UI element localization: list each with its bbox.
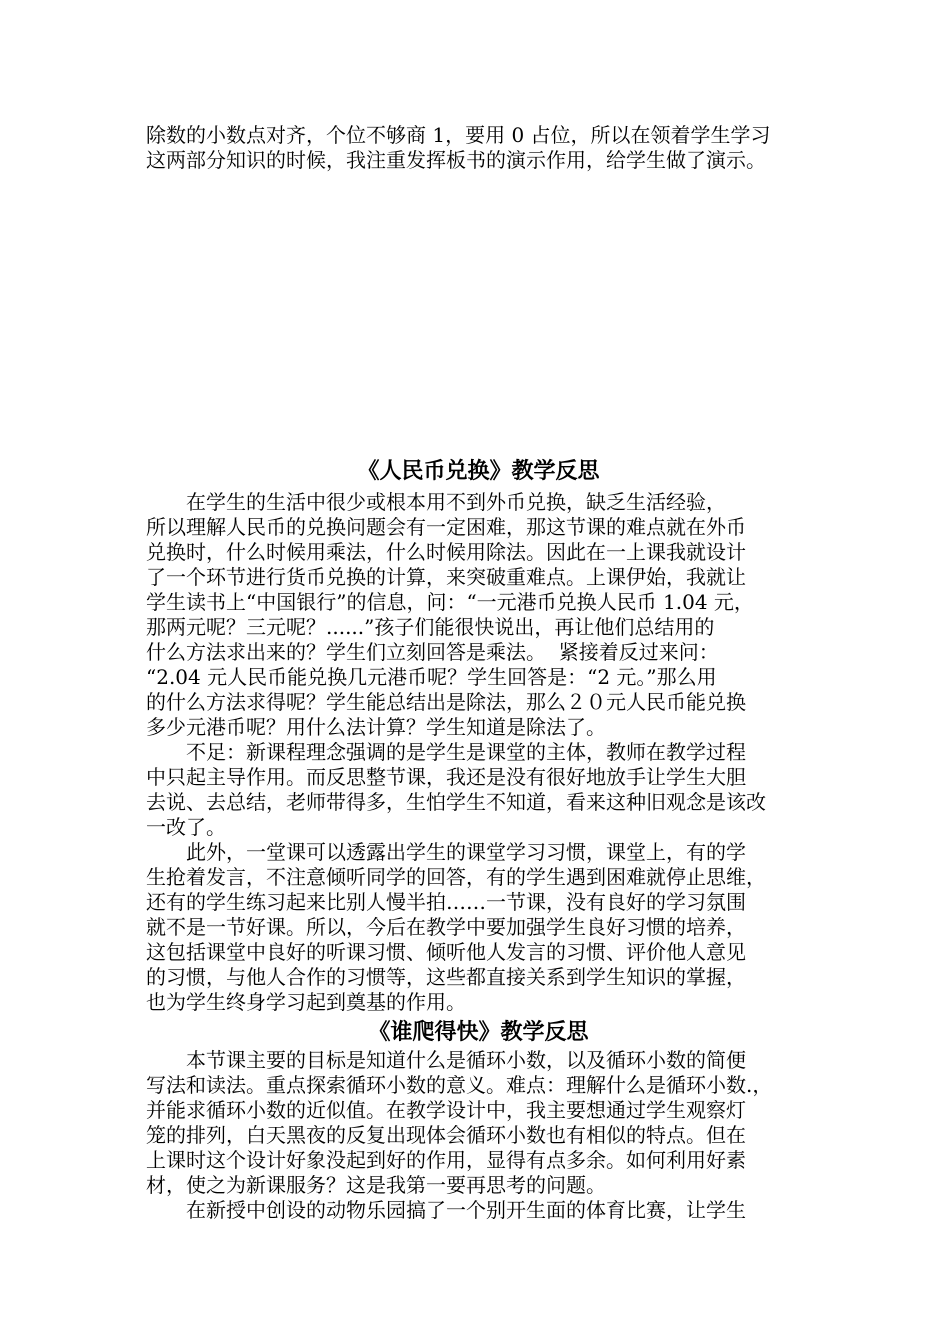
text-line: 此外，一堂课可以透露出学生的课堂学习习惯，课堂上，有的学 [146, 840, 746, 864]
text-line: 上课时这个设计好象没起到好的作用，显得有点多余。如何利用好素 [146, 1148, 746, 1172]
text-line: 这包括课堂中良好的听课习惯、倾听他人发言的习惯、评价他人意见 [146, 940, 746, 964]
text-line: 什么方法求出来的？学生们立刻回答是乘法。 紧接着反过来问： [146, 640, 719, 664]
text-line: 这两部分知识的时候，我注重发挥板书的演示作用，给学生做了演示。 [146, 148, 766, 172]
paragraph [146, 490, 811, 740]
paragraph [146, 840, 811, 1015]
text-line: 并能求循环小数的近似值。在教学设计中，我主要想通过学生观察灯 [146, 1098, 746, 1122]
text-line: 在新授中创设的动物乐园搞了一个别开生面的体育比赛，让学生 [146, 1198, 746, 1222]
text-line: 就不是一节好课。所以，今后在教学中要加强学生良好习惯的培养， [146, 915, 746, 939]
text-line: 兑换时，什么时候用乘法，什么时候用除法。因此在一上课我就设计 [146, 540, 746, 564]
section-renminbi [146, 457, 811, 1015]
text-line: 还有的学生练习起来比别人慢半拍……一节课，没有良好的学习氛围 [146, 890, 746, 914]
text-line: 除数的小数点对齐，个位不够商 1，要用 0 占位，所以在领着学生学习 [146, 123, 771, 147]
text-line: 的什么方法求得呢？学生能总结出是除法，那么２０元人民币能兑换 [146, 690, 746, 714]
text-line: 笼的排列，白天黑夜的反复出现体会循环小数也有相似的特点。但在 [146, 1123, 746, 1147]
text-line: 也为学生终身学习起到奠基的作用。 [146, 990, 466, 1014]
text-line: 了一个环节进行货币兑换的计算，来突破重难点。上课伊始，我就让 [146, 565, 746, 589]
text-line: 多少元港币呢？用什么法计算？学生知道是除法了。 [146, 715, 606, 739]
text-line: 生抢着发言，不注意倾听同学的回答，有的学生遇到困难就停止思维， [146, 865, 766, 889]
top-fragment [146, 123, 811, 173]
text-line: 所以理解人民币的兑换问题会有一定困难，那这节课的难点就在外币 [146, 515, 746, 539]
paragraph [146, 1048, 811, 1198]
section-shui-pa-de-kuai [146, 1018, 811, 1223]
text-line: 写法和读法。重点探索循环小数的意义。难点：理解什么是循环小数.， [146, 1073, 773, 1097]
section-title: 《人民币兑换》教学反思 [357, 459, 600, 484]
paragraph [146, 1198, 811, 1223]
text-line: 本节课主要的目标是知道什么是循环小数，以及循环小数的简便 [146, 1048, 746, 1072]
text-line: 不足：新课程理念强调的是学生是课堂的主体，教师在教学过程 [146, 740, 746, 764]
text-line: 一改了。 [146, 815, 226, 839]
text-line: 材，使之为新课服务？这是我第一要再思考的问题。 [146, 1173, 606, 1197]
paragraph [146, 740, 811, 840]
text-line: 那两元呢？三元呢？......”孩子们能很快说出，再让他们总结用的 [146, 615, 715, 639]
section-title: 《谁爬得快》教学反思 [368, 1020, 589, 1045]
text-line: 中只起主导作用。而反思整节课，我还是没有很好地放手让学生大胆 [146, 765, 746, 789]
text-line: 在学生的生活中很少或根本用不到外币兑换，缺乏生活经验， [146, 490, 726, 514]
text-line: 的习惯，与他人合作的习惯等，这些都直接关系到学生知识的掌握， [146, 965, 746, 989]
text-line: “2.04 元人民币能兑换几元港币呢？学生回答是：“2 元。”那么用 [146, 665, 717, 689]
text-line: 去说、去总结，老师带得多，生怕学生不知道，看来这种旧观念是该改 [146, 790, 766, 814]
text-line: 学生读书上“中国银行”的信息，问：“一元港币兑换人民币 1.04 元， [146, 590, 754, 614]
